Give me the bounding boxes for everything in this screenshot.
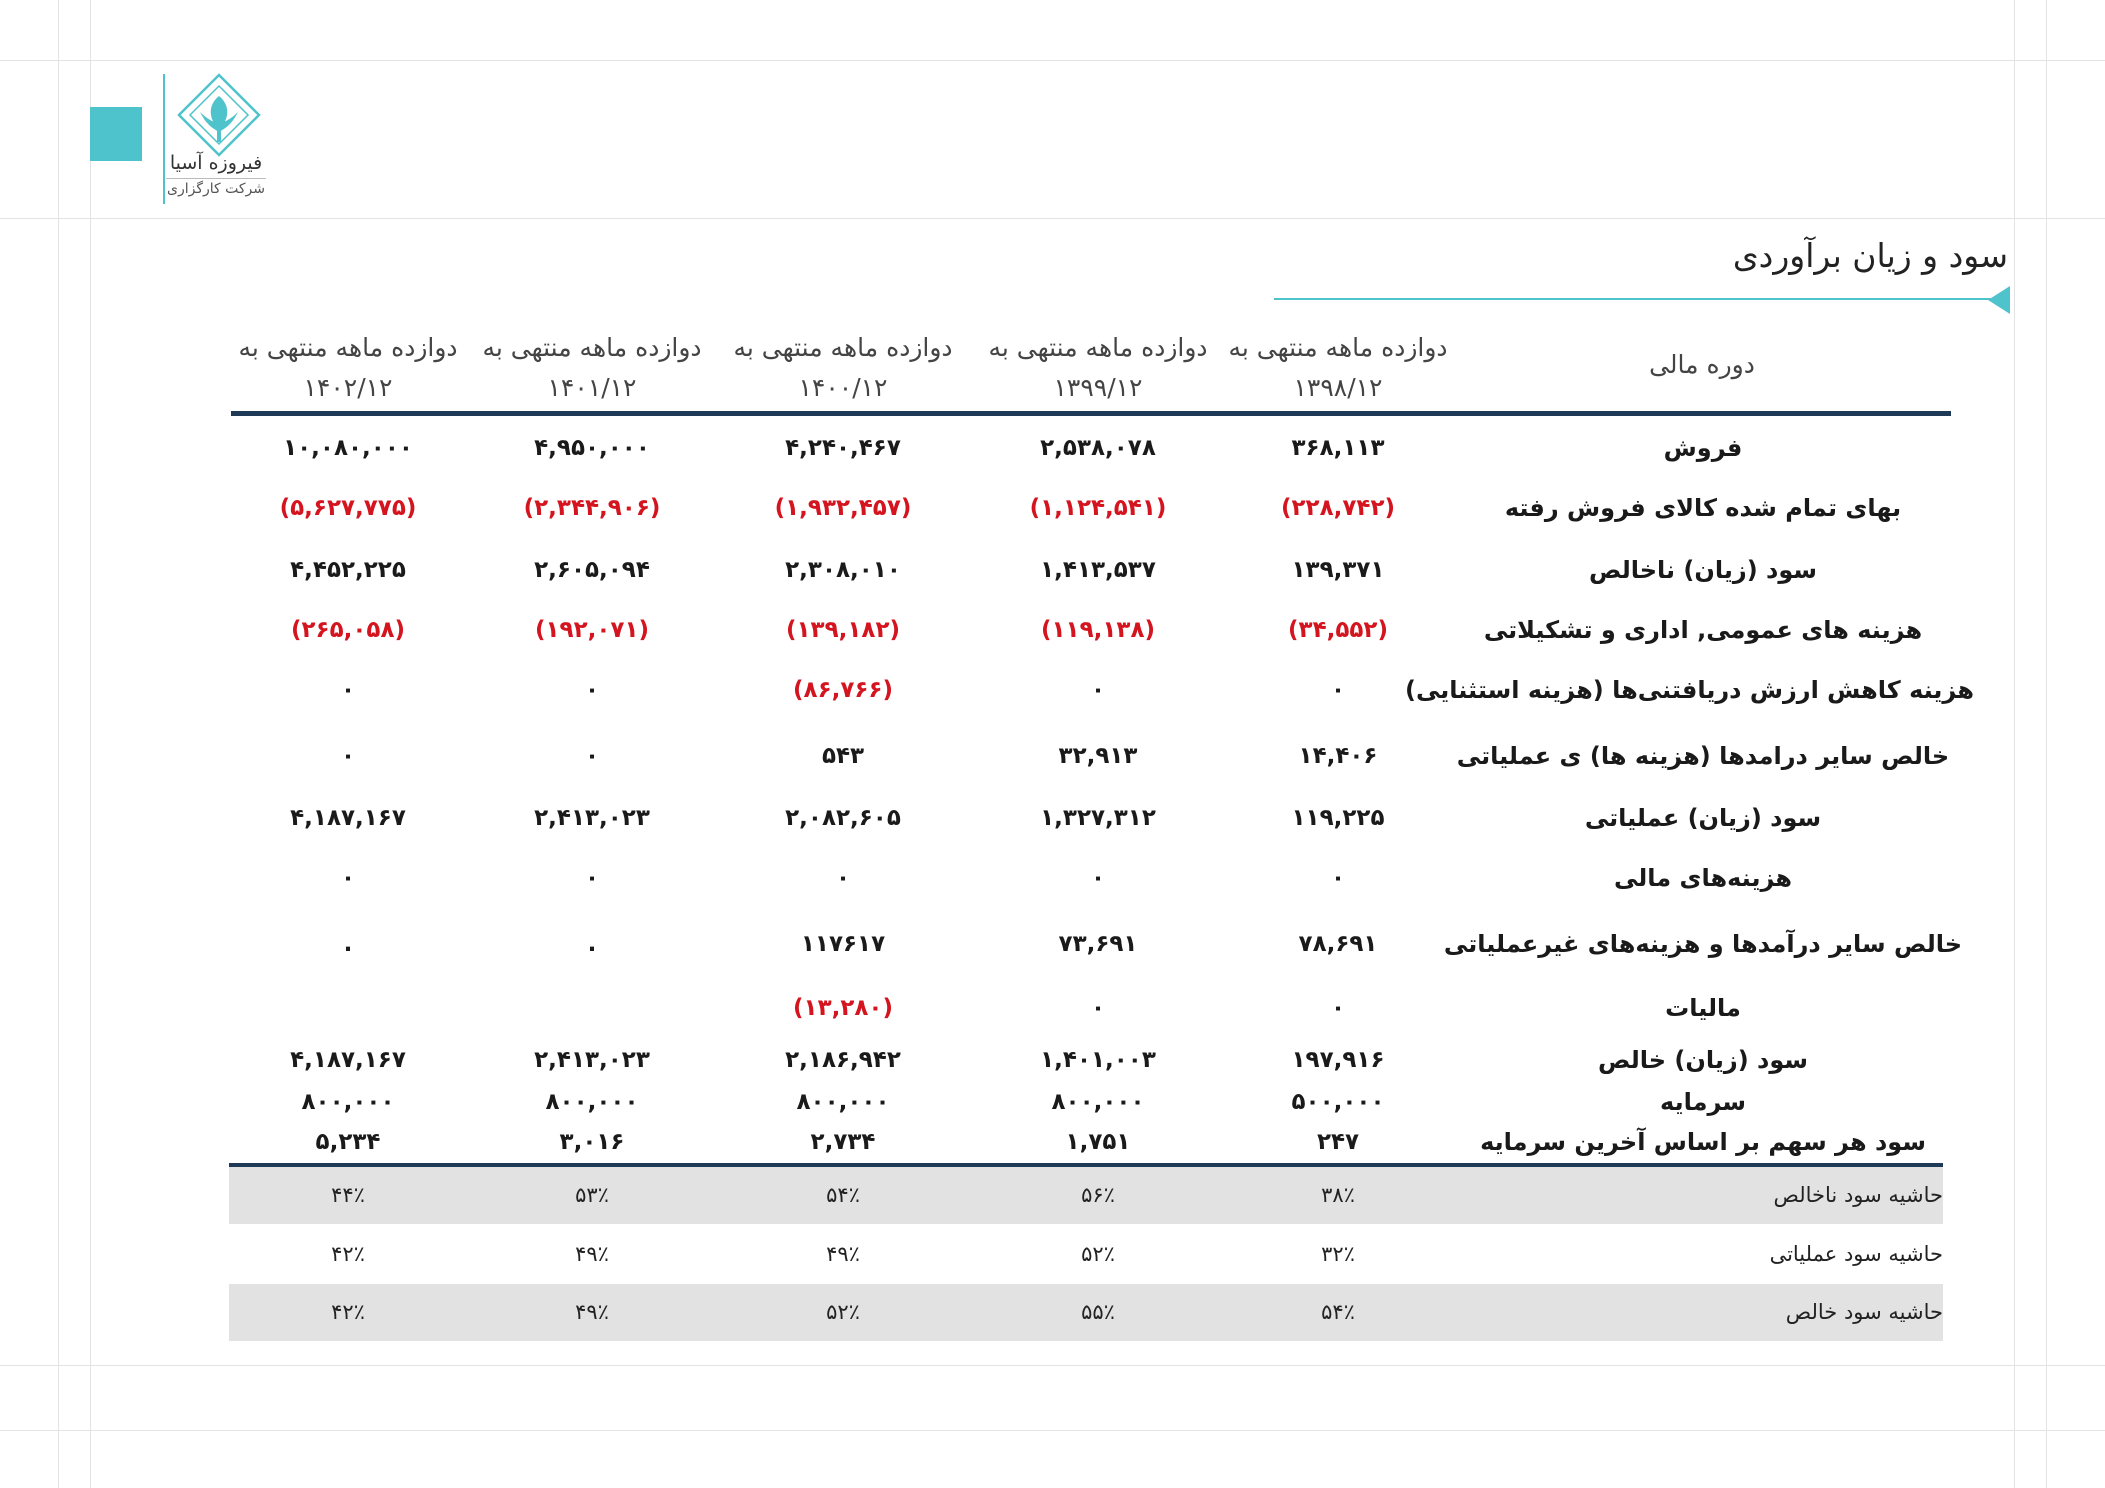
period-header-date: ۱۴۰۲/۱۲ (303, 373, 393, 402)
margin-cell: ۴۲٪ (331, 1242, 365, 1266)
table-row (0, 610, 2105, 650)
table-cell: ۰ (835, 865, 851, 891)
table-cell: ۸۰۰,۰۰۰ (301, 1089, 395, 1115)
row-label: هزینه کاهش ارزش دریافتنی‌ها (هزینه استثنایی) (1404, 676, 1974, 704)
table-cell: ۰ (1330, 995, 1346, 1021)
row-label: سرمایه (1660, 1088, 1746, 1116)
table-cell: ۷۸,۶۹۱ (1298, 931, 1378, 957)
period-header-caption: دوازده ماهه منتهی به (988, 333, 1208, 362)
table-cell: ۰ (340, 743, 356, 769)
table-cell: (۱,۱۲۴,۵۴۱) (1029, 495, 1167, 521)
table-row (0, 1040, 2105, 1080)
margin-label: حاشیه سود خالص (1785, 1300, 1943, 1324)
period-header-caption: دوازده ماهه منتهی به (1228, 333, 1448, 362)
table-cell: ۱,۳۲۷,۳۱۲ (1040, 805, 1156, 831)
margin-cell: ۴۹٪ (575, 1300, 609, 1324)
table-row (0, 858, 2105, 898)
table-cell: ۷۳,۶۹۱ (1058, 931, 1138, 957)
logo-name: فیروزه آسیا (169, 152, 263, 174)
table-cell: ۴,۴۵۲,۲۲۵ (290, 557, 406, 583)
row-label: سود (زیان) خالص (1598, 1046, 1808, 1074)
grid-line (0, 1430, 2105, 1431)
row-label: هزینه‌های مالی (1613, 864, 1793, 892)
table-cell: ۰ (340, 677, 356, 703)
logo-divider (163, 74, 165, 204)
table-row (0, 488, 2105, 528)
table-row (0, 1082, 2105, 1122)
margin-cell: ۴۲٪ (331, 1300, 365, 1324)
table-cell: ۰ (584, 677, 600, 703)
margin-label: حاشیه سود عملیاتی (1769, 1242, 1943, 1266)
table-cell: ۲,۰۸۲,۶۰۵ (785, 805, 901, 831)
table-cell: ۱,۴۰۱,۰۰۳ (1040, 1047, 1156, 1073)
period-header-caption: دوازده ماهه منتهی به (733, 333, 953, 362)
table-cell: . (343, 931, 353, 957)
table-cell: ۲,۷۳۴ (810, 1129, 876, 1155)
table-cell: ۱,۷۵۱ (1065, 1129, 1131, 1155)
table-cell: ۳,۰۱۶ (559, 1129, 625, 1155)
logo-square (90, 107, 142, 161)
period-header-date: ۱۳۹۹/۱۲ (1053, 373, 1143, 402)
margin-cell: ۳۲٪ (1321, 1242, 1355, 1266)
table-cell: ۴,۹۵۰,۰۰۰ (534, 435, 650, 461)
row-label: خالص سایر درامدها (هزینه ها) ی عملیاتی (1456, 742, 1950, 770)
table-row (0, 798, 2105, 838)
margin-label: حاشیه سود ناخالص (1773, 1183, 1943, 1207)
row-label: سود (زیان) ناخالص (1588, 556, 1818, 584)
table-cell: ۴,۲۴۰,۴۶۷ (785, 435, 901, 461)
table-row (0, 988, 2105, 1028)
table-cell: ۰ (1330, 865, 1346, 891)
row-label: سود (زیان) عملیاتی (1584, 804, 1822, 832)
table-cell: ۲,۴۱۳,۰۲۳ (534, 1047, 650, 1073)
row-label: خالص سایر درآمدها و هزینه‌های غیرعملیاتی (1443, 930, 1963, 958)
table-cell: . (587, 931, 597, 957)
period-header (228, 328, 468, 408)
margin-cell: ۵۶٪ (1081, 1183, 1115, 1207)
margin-cell: ۵۲٪ (1081, 1242, 1115, 1266)
table-cell: ۱۳۹,۳۷۱ (1291, 557, 1385, 583)
margin-cell: ۴۹٪ (826, 1242, 860, 1266)
table-cell: ۰ (1090, 677, 1106, 703)
table-cell: (۱۱۹,۱۳۸) (1041, 617, 1155, 643)
period-header-date: ۱۴۰۱/۱۲ (547, 373, 637, 402)
table-cell: ۰ (584, 865, 600, 891)
period-header (472, 328, 712, 408)
period-header-caption: دوازده ماهه منتهی به (238, 333, 458, 362)
table-cell: ۲,۴۱۳,۰۲۳ (534, 805, 650, 831)
table-cell: ۰ (584, 743, 600, 769)
table-cell: (۳۴,۵۵۲) (1288, 617, 1388, 643)
row-label: مالیات (1665, 994, 1741, 1022)
table-cell: ۴,۱۸۷,۱۶۷ (290, 1047, 406, 1073)
row-label: سود هر سهم بر اساس آخرین سرمایه (1480, 1128, 1926, 1156)
header-period-label: دوره مالی (1649, 350, 1755, 379)
margin-cell: ۵۳٪ (575, 1183, 609, 1207)
table-cell: ۰ (1090, 865, 1106, 891)
period-header (1218, 328, 1458, 408)
table-cell: (۱۳,۲۸۰) (793, 995, 893, 1021)
table-cell: ۰ (1090, 995, 1106, 1021)
table-row (0, 428, 2105, 468)
table-cell: ۱,۴۱۳,۵۳۷ (1040, 557, 1156, 583)
margin-cell: ۴۹٪ (575, 1242, 609, 1266)
table-cell: (۸۶,۷۶۶) (793, 677, 893, 703)
header-rule (231, 411, 1951, 416)
table-cell: ۴,۱۸۷,۱۶۷ (290, 805, 406, 831)
table-cell: ۸۰۰,۰۰۰ (1051, 1089, 1145, 1115)
table-cell: ۵۴۳ (821, 743, 865, 769)
table-cell: ۱۹۷,۹۱۶ (1291, 1047, 1385, 1073)
title-underline (1274, 298, 2004, 300)
table-cell: ۱۰,۰۸۰,۰۰۰ (283, 435, 413, 461)
row-label: هزینه های عمومی, اداری و تشکیلاتی (1483, 616, 1923, 644)
margin-row (229, 1167, 1943, 1224)
margin-cell: ۴۴٪ (331, 1183, 365, 1207)
row-label: فروش (1663, 434, 1743, 462)
table-cell: (۱۹۲,۰۷۱) (535, 617, 649, 643)
margin-row (229, 1284, 1943, 1341)
margin-cell: ۵۴٪ (826, 1183, 860, 1207)
period-header-date: ۱۳۹۸/۱۲ (1293, 373, 1383, 402)
table-cell: ۰ (340, 865, 356, 891)
table-cell: ۸۰۰,۰۰۰ (796, 1089, 890, 1115)
page-title: سود و زیان برآوردی (1732, 236, 2008, 275)
table-row (0, 550, 2105, 590)
table-row (0, 736, 2105, 776)
table-cell: (۱,۹۳۲,۴۵۷) (774, 495, 912, 521)
table-cell: (۲۶۵,۰۵۸) (291, 617, 405, 643)
table-cell: (۲,۳۴۴,۹۰۶) (523, 495, 661, 521)
title-arrow-icon (1988, 286, 2010, 314)
table-cell: ۲,۳۰۸,۰۱۰ (785, 557, 901, 583)
table-row (0, 924, 2105, 964)
period-header-caption: دوازده ماهه منتهی به (482, 333, 702, 362)
period-header (978, 328, 1218, 408)
period-header (723, 328, 963, 408)
table-cell: ۳۲,۹۱۳ (1058, 743, 1138, 769)
grid-line (0, 1365, 2105, 1366)
table-cell: ۲,۶۰۵,۰۹۴ (534, 557, 650, 583)
table-cell: ۱۱۷۶۱۷ (800, 931, 886, 957)
margin-cell: ۵۵٪ (1081, 1300, 1115, 1324)
table-cell: (۵,۶۲۷,۷۷۵) (279, 495, 417, 521)
grid-line (0, 60, 2105, 61)
table-cell: ۲,۱۸۶,۹۴۲ (785, 1047, 901, 1073)
table-cell: (۲۲۸,۷۴۲) (1281, 495, 1395, 521)
margin-cell: ۳۸٪ (1321, 1183, 1355, 1207)
logo-subtitle: شرکت کارگزاری (166, 178, 266, 197)
margin-cell: ۵۴٪ (1321, 1300, 1355, 1324)
table-cell: ۳۶۸,۱۱۳ (1291, 435, 1385, 461)
table-cell: ۸۰۰,۰۰۰ (545, 1089, 639, 1115)
table-cell: ۲,۵۳۸,۰۷۸ (1040, 435, 1156, 461)
table-cell: ۰ (1330, 677, 1346, 703)
table-cell: (۱۳۹,۱۸۲) (786, 617, 900, 643)
table-row (0, 670, 2105, 710)
row-label: بهای تمام شده کالای فروش رفته (1504, 494, 1902, 522)
margin-cell: ۵۲٪ (826, 1300, 860, 1324)
period-header-date: ۱۴۰۰/۱۲ (798, 373, 888, 402)
table-cell: ۱۱۹,۲۲۵ (1291, 805, 1385, 831)
grid-line (0, 218, 2105, 219)
table-cell: ۵,۲۳۴ (315, 1129, 381, 1155)
table-cell: ۵۰۰,۰۰۰ (1291, 1089, 1385, 1115)
table-row (0, 1122, 2105, 1162)
margin-row (229, 1226, 1943, 1283)
table-cell: ۲۴۷ (1316, 1129, 1360, 1155)
table-cell: ۱۴,۴۰۶ (1298, 743, 1378, 769)
logo-emblem-icon (176, 72, 262, 158)
